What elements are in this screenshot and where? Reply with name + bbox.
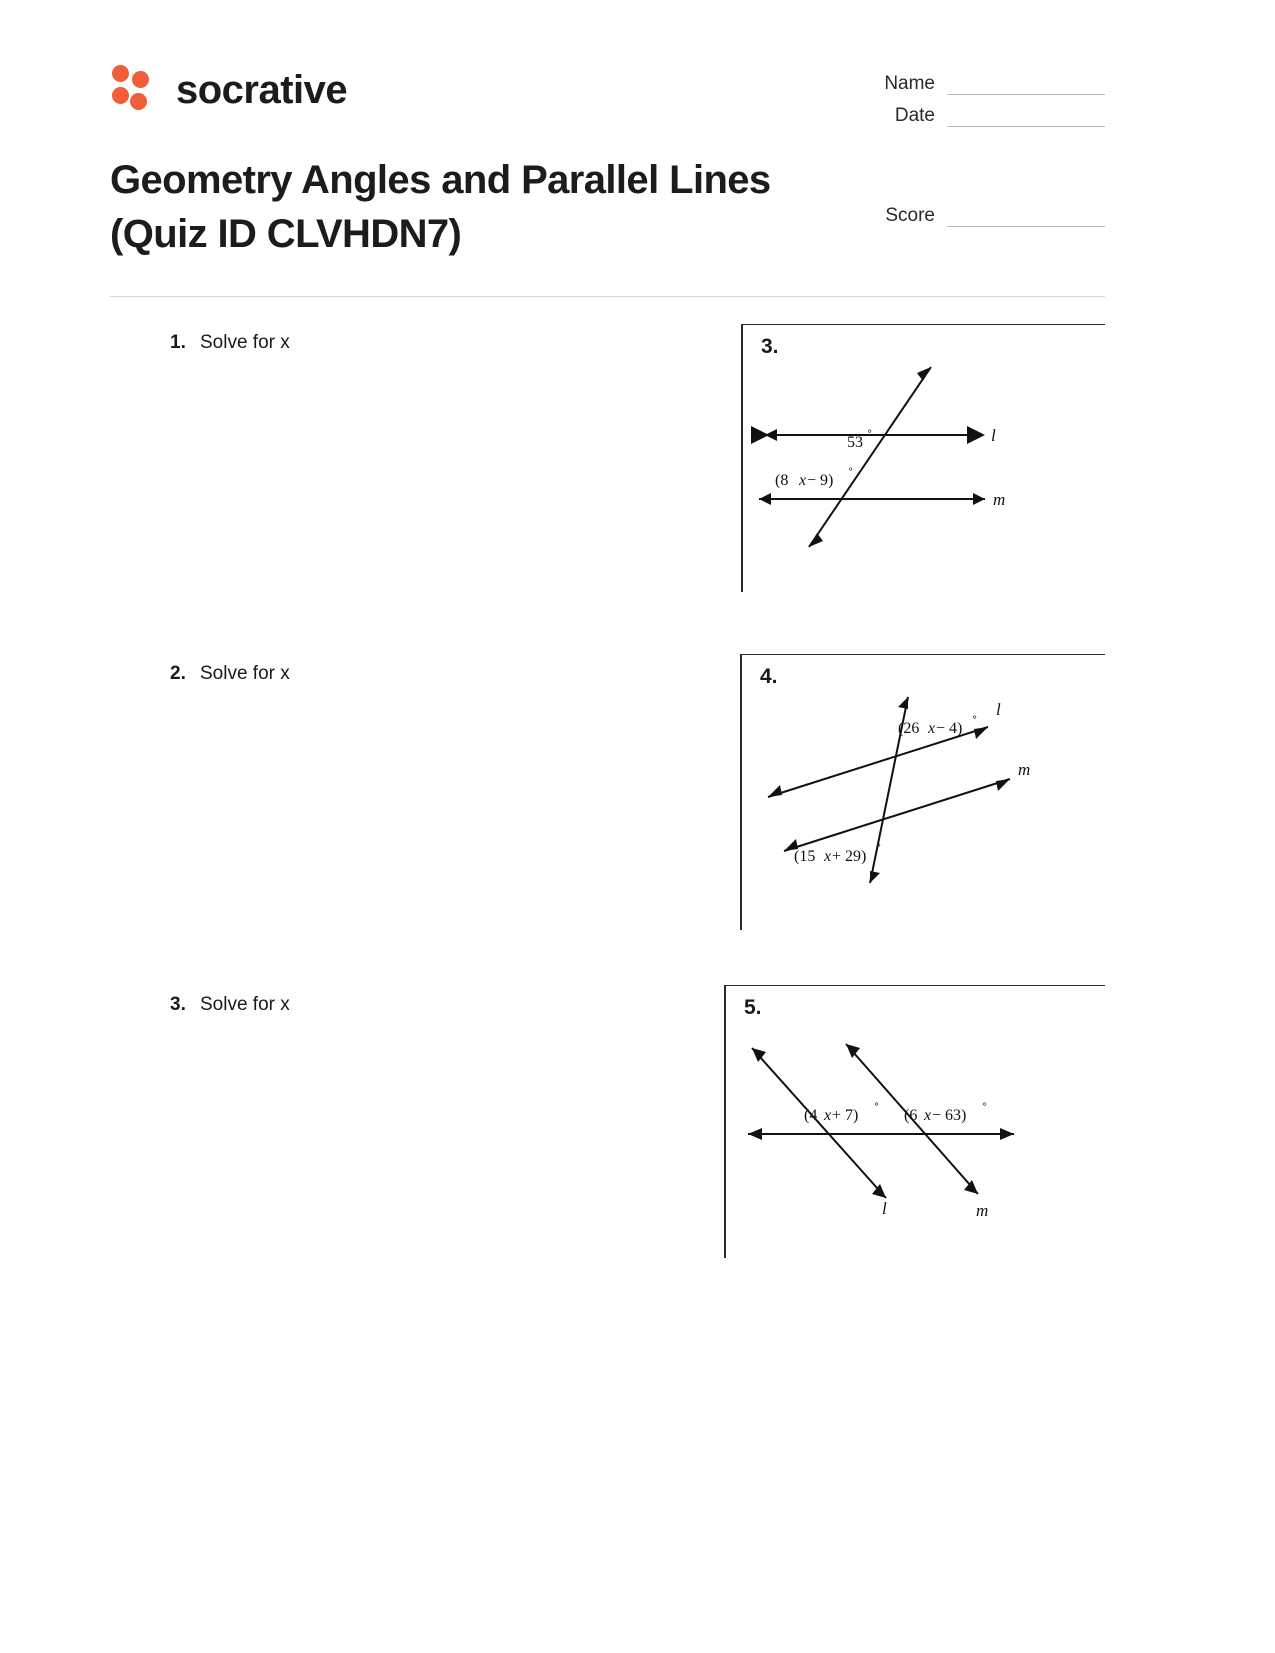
figure-4-angle-1-open: (26 [898, 720, 920, 737]
name-field-input[interactable] [947, 75, 1105, 95]
name-field-label: Name [884, 73, 935, 94]
figure-3-angle-1-degree: ˚ [867, 428, 873, 445]
figure-4-number: 4. [760, 665, 778, 688]
page-header [110, 55, 1105, 295]
figure-3-angle-1-value: 53 [847, 434, 863, 451]
date-field-input[interactable] [947, 107, 1105, 127]
figure-3-diagram [743, 325, 1107, 593]
brand-name: socrative [176, 68, 348, 112]
figure-4-angle-2-degree: ˚ [876, 842, 882, 859]
figure-4-angle-1-var: x [928, 720, 936, 737]
score-field-label: Score [885, 205, 935, 226]
figure-4-line-label-m: m [1018, 760, 1031, 779]
question-2-prompt: Solve for x [200, 663, 290, 684]
question-2-number: 2. [170, 663, 186, 684]
figure-5-angle-1-rest: + 7) [832, 1107, 859, 1124]
figure-5-angle-1-degree: ˚ [874, 1101, 880, 1118]
figure-3-angle-2-open: (8 [775, 472, 789, 489]
figure-3 [741, 324, 1105, 592]
header-divider [110, 296, 1105, 297]
date-field-label: Date [894, 105, 935, 126]
figure-5-angle-2-rest: − 63) [932, 1107, 967, 1124]
figure-3-number: 3. [761, 335, 779, 358]
figure-4-angle-1-rest: − 4) [936, 720, 963, 737]
figure-5-angle-2-degree: ˚ [982, 1101, 988, 1118]
figure-5-angle-2-var: x [924, 1107, 932, 1124]
figure-4-angle-2-rest: + 29) [832, 848, 867, 865]
figure-5-number: 5. [744, 996, 762, 1019]
figure-4-angle-1-degree: ˚ [972, 714, 978, 731]
score-field-input[interactable] [947, 207, 1105, 227]
figure-5-diagram [726, 986, 1107, 1259]
score-field-row [805, 205, 1105, 227]
figure-4-angle-2-var: x [824, 848, 832, 865]
name-field-row [805, 73, 1105, 95]
figure-5-angle-1-open: (4 [804, 1107, 818, 1124]
figure-3-angle-2-degree: ˚ [848, 466, 854, 483]
student-fields [805, 73, 1105, 237]
figure-3-line-label-m: m [993, 490, 1006, 509]
figure-5 [724, 985, 1105, 1258]
figure-3-angle-2-var: x [799, 472, 807, 489]
page-title: Geometry Angles and Parallel Lines (Quiz ID CLVHDN7) [110, 158, 771, 256]
question-3 [170, 994, 290, 1016]
socrative-dots-logo-icon [110, 63, 164, 117]
figure-3-line-label-l: l [991, 426, 996, 445]
question-1-number: 1. [170, 332, 186, 353]
brand-logo [110, 63, 347, 117]
question-2 [170, 663, 290, 685]
question-1-prompt: Solve for x [200, 332, 290, 353]
figure-4-line-label-l: l [996, 700, 1001, 719]
figure-5-line-label-l: l [882, 1199, 887, 1218]
figure-3-angle-2-rest: − 9) [807, 472, 834, 489]
figure-5-line-label-m: m [976, 1201, 989, 1220]
figure-4-diagram [742, 655, 1107, 931]
figure-5-angle-1-var: x [824, 1107, 832, 1124]
date-field-row [805, 105, 1105, 127]
question-3-prompt: Solve for x [200, 994, 290, 1015]
question-1 [170, 332, 290, 354]
figure-4 [740, 654, 1105, 930]
figure-5-angle-2-open: (6 [904, 1107, 918, 1124]
question-3-number: 3. [170, 994, 186, 1015]
figure-4-angle-2-open: (15 [794, 848, 816, 865]
